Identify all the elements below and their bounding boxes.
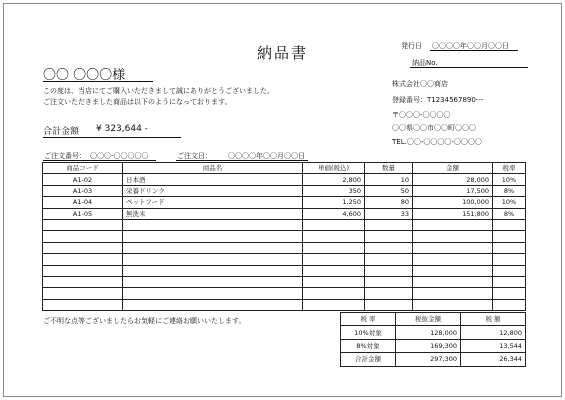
table-cell [413,219,493,230]
items-header-row [43,163,526,174]
footer-note: ご不明な点等ございましたらお気軽にご連絡お願いいたします。 [43,317,246,325]
order-number: 〇〇〇-〇〇〇〇〇 [90,152,149,160]
issuer-company: 株式会社〇〇商店 [392,80,448,88]
tax-row [341,339,526,352]
table-cell: 10% [493,174,526,185]
table-cell [365,276,413,287]
total-amount-value: ¥ 323,644 - [96,124,148,134]
table-row [43,219,526,230]
table-cell [365,288,413,299]
table-row [43,265,526,276]
order-date: 〇〇〇〇年〇〇月〇〇日 [228,152,305,160]
tax-cell: 13,544 [461,339,526,352]
table-cell [303,288,365,299]
issue-date-underline [430,50,518,51]
tax-cell: 10%対象 [341,326,396,339]
table-cell: 33 [365,208,413,219]
table-cell: 10 [365,174,413,185]
tax-cell: 169,300 [396,339,461,352]
table-cell [123,288,303,299]
table-cell: A1-02 [43,174,123,185]
table-cell [493,242,526,253]
items-header-cell: 商品コード [43,163,123,174]
table-cell [123,242,303,253]
table-cell [123,276,303,287]
table-cell [413,265,493,276]
customer-name: 〇〇 〇〇〇様 [43,68,126,83]
table-cell [365,219,413,230]
tax-cell: 128,000 [396,326,461,339]
table-cell: 17,500 [413,185,493,196]
order-number-underline [43,160,156,161]
table-cell: 100,000 [413,197,493,208]
table-cell [303,299,365,310]
table-cell [43,254,123,265]
table-row [43,276,526,287]
table-cell: ペットフード [123,197,303,208]
table-cell [123,219,303,230]
table-cell [303,242,365,253]
items-header-cell: 商品名 [123,163,303,174]
table-cell [43,288,123,299]
tax-header-row [341,313,526,326]
tax-summary-table [340,312,526,367]
table-row [43,208,526,219]
table-cell [365,299,413,310]
tax-row [341,326,526,339]
table-cell [365,231,413,242]
issuer-address: 〇〇県〇〇市〇〇町〇〇〇 [392,124,476,132]
table-cell [43,231,123,242]
table-cell [493,276,526,287]
tax-cell: 合計金額 [341,353,396,366]
tax-header-cell: 税 額 [461,313,526,326]
table-cell: 無洗米 [123,208,303,219]
order-date-label: ご注文日： [177,152,212,160]
total-amount-label: 合計金額 [43,127,80,137]
issuer-tel: TEL.〇〇-〇〇〇〇-〇〇〇〇 [392,138,482,146]
items-header-cell: 税率 [493,163,526,174]
table-cell: 50 [365,185,413,196]
table-cell [123,299,303,310]
table-cell: A1-04 [43,197,123,208]
table-row [43,185,526,196]
table-cell [493,254,526,265]
table-cell [413,231,493,242]
table-cell [365,242,413,253]
table-cell [365,265,413,276]
table-cell [43,219,123,230]
table-cell [43,242,123,253]
table-cell [365,254,413,265]
customer-underline [43,81,153,82]
table-cell: 151,800 [413,208,493,219]
table-cell [493,219,526,230]
issue-date-label: 発行日 [401,42,422,50]
intro-line-2: ご注文いただきました商品は以下のようになっております。 [43,98,232,106]
table-cell [493,265,526,276]
table-cell [43,276,123,287]
table-cell [123,231,303,242]
table-cell [493,231,526,242]
table-cell: 8% [493,208,526,219]
table-row [43,299,526,310]
table-row [43,231,526,242]
table-cell: 栄養ドリンク [123,185,303,196]
document-title: 納品書 [256,44,308,62]
issuer-registration: 登録番号：T12345678​90--- [392,96,484,104]
table-cell [303,254,365,265]
delivery-no-label: 納品No. [412,59,438,67]
tax-cell: 26,344 [461,353,526,366]
items-header-cell: 数量 [365,163,413,174]
items-table [42,162,526,311]
table-row [43,174,526,185]
table-cell: 10% [493,197,526,208]
table-row [43,288,526,299]
tax-cell: 12,800 [461,326,526,339]
table-cell [303,265,365,276]
table-cell [43,299,123,310]
total-amount-underline [43,137,181,138]
tax-cell: 8%対象 [341,339,396,352]
table-cell [123,265,303,276]
table-cell [303,231,365,242]
table-row [43,254,526,265]
tax-row [341,353,526,366]
order-number-label: ご注文番号： [44,152,86,160]
table-cell: 8% [493,185,526,196]
table-cell: 日本酒 [123,174,303,185]
items-header-cell: 金額 [413,163,493,174]
tax-cell: 297,300 [396,353,461,366]
table-cell: 80 [365,197,413,208]
issue-date: 〇〇〇〇年〇〇月〇〇日 [432,42,509,50]
intro-line-1: この度は、当店にてご購入いただきまして誠にありがとうございました。 [43,87,274,95]
table-row [43,242,526,253]
table-cell [413,288,493,299]
table-cell [303,276,365,287]
tax-header-cell: 税 率 [341,313,396,326]
table-cell [43,265,123,276]
table-cell: 28,000 [413,174,493,185]
table-cell [123,254,303,265]
table-cell [413,299,493,310]
table-cell [413,242,493,253]
tax-header-cell: 税抜金額 [396,313,461,326]
table-cell: 2,800 [303,174,365,185]
delivery-no-underline [410,67,528,68]
table-cell [493,299,526,310]
table-cell: 1,250 [303,197,365,208]
table-cell [303,219,365,230]
table-row [43,197,526,208]
items-header-cell: 単価(税込) [303,163,365,174]
table-cell [493,288,526,299]
issuer-postal: 〒〇〇〇-〇〇〇〇 [392,111,451,119]
table-cell: 4,600 [303,208,365,219]
table-cell [413,254,493,265]
table-cell: A1-03 [43,185,123,196]
table-cell: 350 [303,185,365,196]
order-date-underline [176,160,308,161]
table-cell: A1-05 [43,208,123,219]
table-cell [413,276,493,287]
